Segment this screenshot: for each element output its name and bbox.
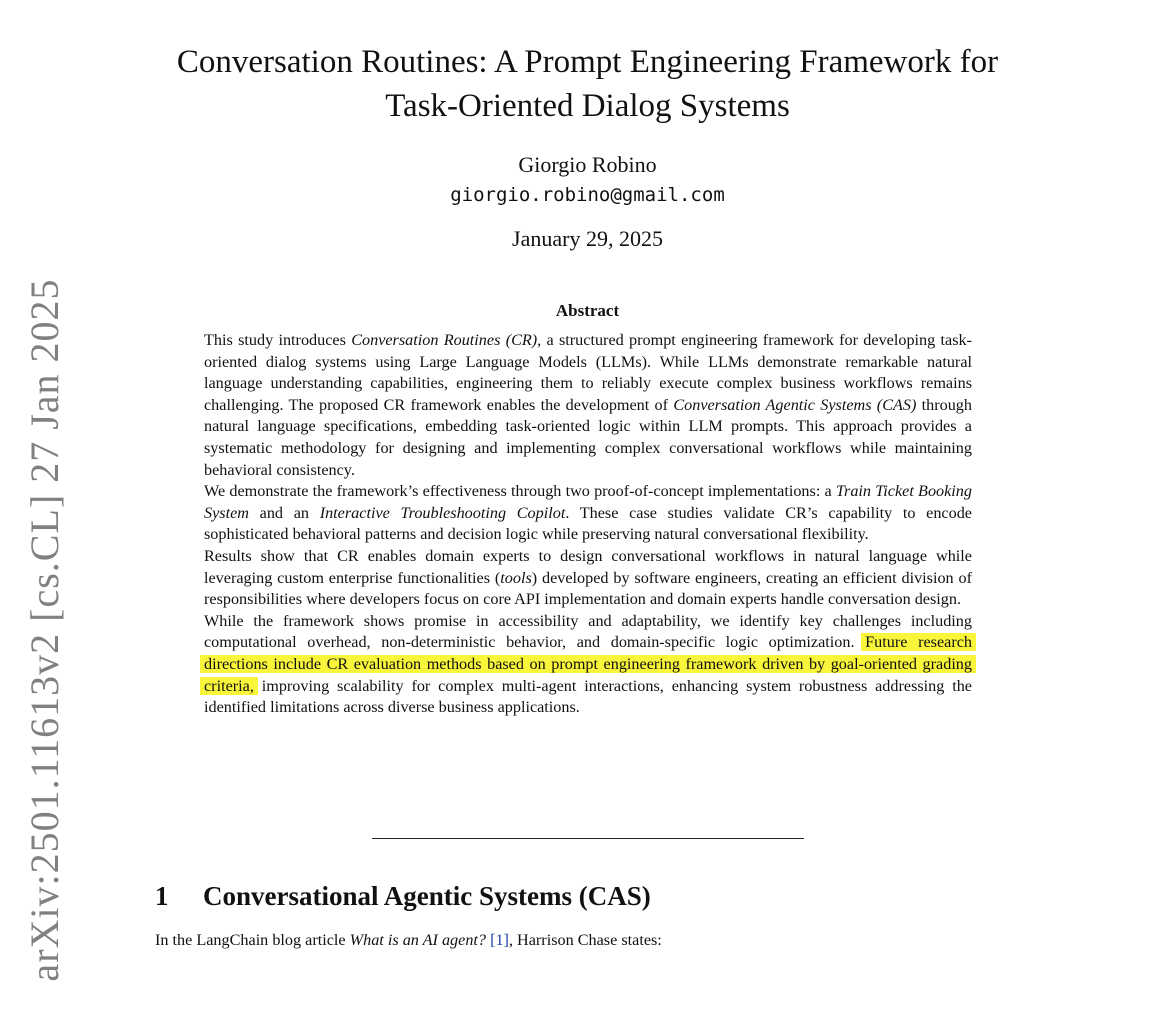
- arxiv-identifier: arXiv:2501.11613v2 [cs.CL] 27 Jan 2025: [22, 278, 67, 982]
- abstract-paragraph-2: We demonstrate the framework’s effectiveness through two proof-of-concept implementations: a Train Ticket Booking System and an Interactive Troubleshooting Copilot. These case studies validate CR’s capability to encode sophisticated behavioral patterns and decision logic while preserving natural conversational flexibility.: [204, 482, 972, 544]
- term-conversation-routines: Conversation Routines (CR): [351, 331, 538, 349]
- title-line-2: Task-Oriented Dialog Systems: [385, 88, 790, 124]
- section-heading: [155, 878, 651, 914]
- abstract-paragraph-1: This study introduces Conversation Routines (CR), a structured prompt engineering framework for developing task-oriented dialog systems using Large Language Models (LLMs). While LLMs demonstrate remarkable natural language understanding capabilities, engineering them to reliably execute complex business workflows remains challenging. The proposed CR framework enables the development of Conversation Agentic Systems (CAS) through natural language specifications, embedding task-oriented logic within LLM prompts. This approach provides a systematic methodology for designing and implementing complex conversational workflows while maintaining behavioral consistency.: [204, 331, 972, 479]
- author-email: giorgio.robino@gmail.com: [450, 184, 725, 206]
- citation-link[interactable]: [1]: [490, 931, 509, 949]
- highlighted-text: Future research directions include CR evaluation methods based on prompt engineering framework driven by goal-oriented grading criteria,: [204, 633, 972, 695]
- body-paragraph: In the LangChain blog article What is an AI agent? [1], Harrison Chase states:: [155, 931, 662, 949]
- title-line-1: Conversation Routines: A Prompt Engineering Framework for: [176, 44, 999, 80]
- abstract-heading: Abstract: [555, 301, 620, 320]
- article-title: What is an AI agent?: [349, 931, 487, 949]
- term-troubleshooting-copilot: Interactive Troubleshooting Copilot: [319, 503, 566, 522]
- abstract-paragraph-3: Results show that CR enables domain experts to design conversational workflows in natural language while leveraging custom enterprise functionalities (tools) developed by software engineers, creating an efficient division of responsibilities where developers focus on core API implementation and domain experts handle conversation design.: [204, 546, 972, 609]
- author-name: Giorgio Robino: [518, 152, 657, 177]
- section-number: 1: [155, 881, 169, 911]
- term-train-ticket-booking: Train Ticket Booking System: [204, 482, 972, 522]
- abstract-paragraph-4: While the framework shows promise in accessibility and adaptability, we identify key challenges including computational overhead, non-deterministic behavior, and domain-specific logic optimization. Future research directions include CR evaluation methods based on prompt engineering framework driven by goal-oriented grading criteria, improving scalability for complex multi-agent interactions, enhancing system robustness addressing the identified limitations across diverse business applications.: [204, 611, 972, 717]
- term-conversation-agentic-systems: Conversation Agentic Systems (CAS): [673, 395, 917, 414]
- term-tools: tools: [500, 568, 532, 587]
- paper-title: [120, 40, 1055, 128]
- abstract-body: [204, 330, 972, 719]
- section-title: Conversational Agentic Systems (CAS): [203, 881, 651, 911]
- publication-date: January 29, 2025: [512, 226, 663, 251]
- section-divider: [372, 838, 804, 839]
